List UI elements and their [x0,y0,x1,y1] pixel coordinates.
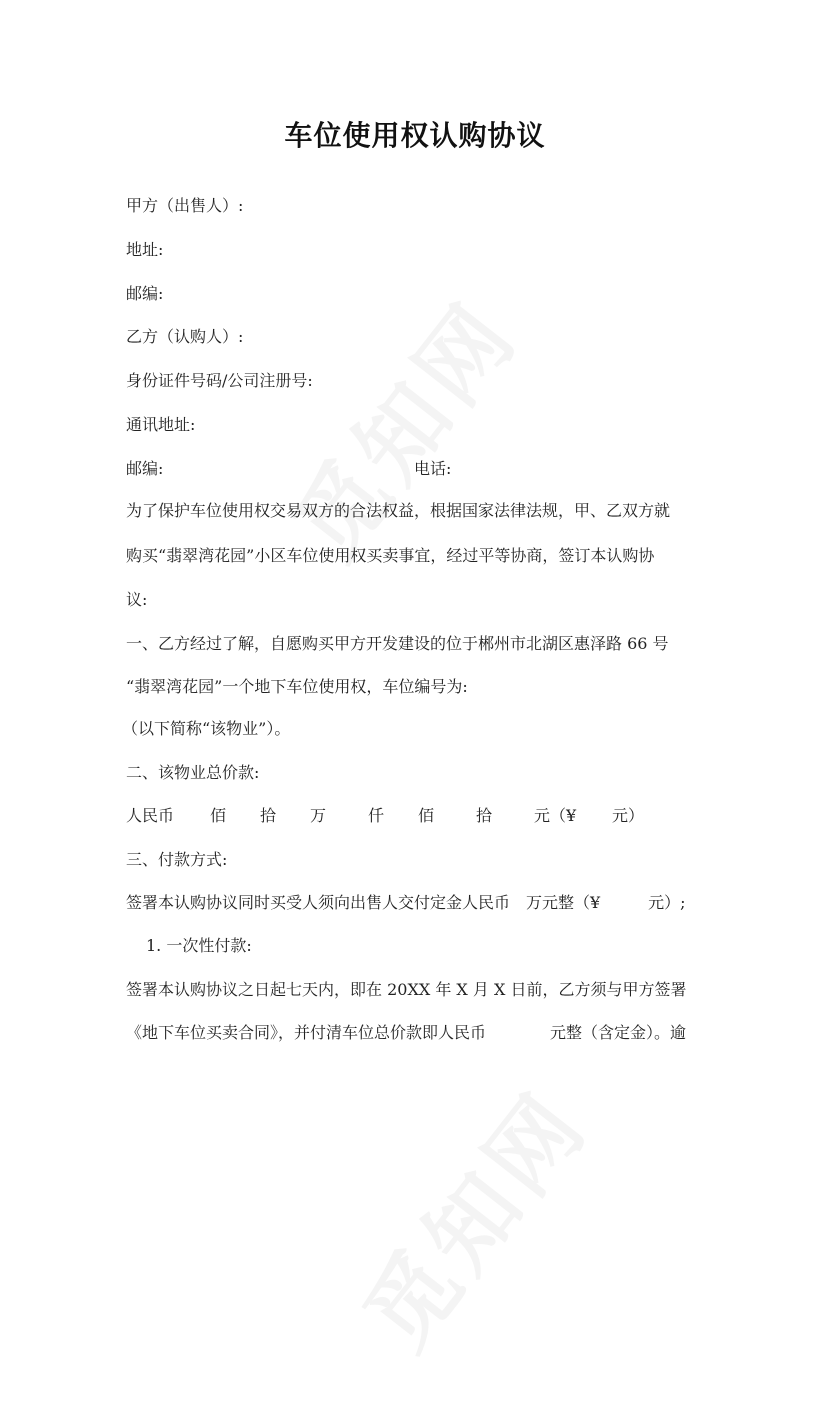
price-unit-wan: 万 [310,806,327,825]
postcode-a-label: 邮编: [126,284,164,303]
mail-address-label: 通讯地址: [126,415,196,434]
preamble-line-1: 为了保护车位使用权交易双方的合法权益，根据国家法律法规，甲、乙双方就 [126,501,671,520]
price-unit-bai: 佰 [210,806,227,825]
clause2-heading: 二、该物业总价款: [126,763,260,782]
deposit-line: 签署本认购协议同时买受人须向出售人交付定金人民币 万元整（¥ 元）; [126,893,686,912]
clause1-line-2: “翡翠湾花园”一个地下车位使用权，车位编号为: [126,677,468,696]
preamble-line-2: 购买“翡翠湾花园”小区车位使用权买卖事宜，经过平等协商，签订本认购协 [126,546,655,565]
one-time-line-2: 《地下车位买卖合同》，并付清车位总价款即人民币 元整（含定金）。逾 [126,1023,687,1042]
party-b-label: 乙方（认购人）: [126,327,244,346]
document-title: 车位使用权认购协议 [284,119,546,152]
preamble-line-3: 议: [126,590,148,609]
postcode-phone-row [126,458,626,480]
party-a-label: 甲方（出售人）: [126,196,244,215]
address-label: 地址: [126,240,164,259]
price-unit-shi: 拾 [260,806,277,825]
one-time-heading: 1. 一次性付款: [146,936,252,955]
price-unit-yuan-close: 元） [612,806,645,825]
watermark-bottom [279,1020,661,1410]
postcode-b-label: 邮编: [126,459,164,478]
one-time-line-1: 签署本认购协议之日起七天内，即在 20XX 年 X 月 X 日前，乙方须与甲方签署 [126,980,687,999]
price-unit-shi-2: 拾 [476,806,493,825]
clause1-line-1: 一、乙方经过了解，自愿购买甲方开发建设的位于郴州市北湖区惠泽路 66 号 [126,634,669,653]
clause3-heading: 三、付款方式: [126,850,228,869]
price-units-row [126,805,686,827]
clause1-line-3: （以下简称“该物业”）。 [122,719,291,738]
phone-label: 电话: [414,459,452,478]
price-unit-bai-2: 佰 [418,806,435,825]
price-unit-yuan-yen: 元（¥ [534,806,577,825]
id-number-label: 身份证件号码/公司注册号: [126,371,313,390]
price-unit-rmb: 人民币 [126,806,175,825]
price-unit-qian: 仟 [368,806,385,825]
